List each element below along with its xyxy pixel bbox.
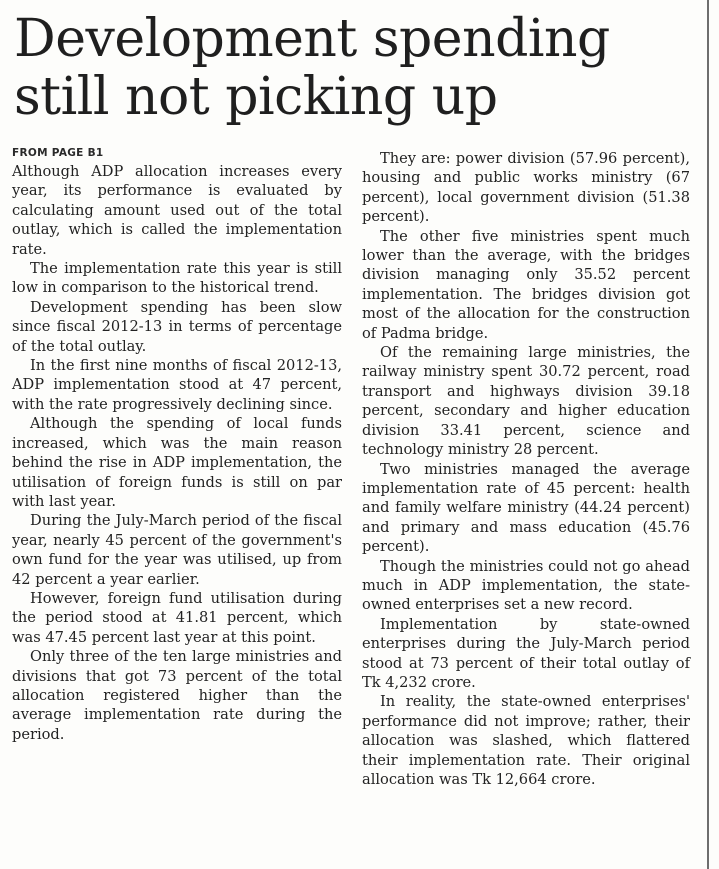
paragraph: In the first nine months of fiscal 2012-13, ADP implementation stood at 47 percent, with the rate progressively declining since.: [12, 357, 342, 413]
headline-line-2: still not picking up: [14, 67, 498, 127]
paragraph: The implementation rate this year is still low in comparison to the historical trend.: [12, 260, 342, 297]
from-page-kicker: FROM PAGE B1: [12, 147, 104, 159]
paragraph: The other five ministries spent much lower than the average, with the bridges division managing only 35.52 percent implementation. The bridges division got most of the allocation for the construction of Padma bridge.: [362, 227, 690, 342]
paragraph: Implementation by state-owned enterprises during the July-March period stood at 73 percent of their total outlay of Tk 4,232 crore.: [362, 615, 690, 691]
column-rule: [707, 0, 709, 869]
article-column-1: [12, 144, 342, 744]
headline: [14, 10, 704, 126]
paragraph: During the July-March period of the fiscal year, nearly 45 percent of the government's own fund for the year was utilised, up from 42 percent a year earlier.: [12, 512, 342, 588]
paragraph: Of the remaining large ministries, the railway ministry spent 30.72 percent, road transport and highways division 39.18 percent, secondary and higher education division 33.41 percent, science and technology ministry 28 percent.: [362, 344, 690, 459]
paragraph: Only three of the ten large ministries and divisions that got 73 percent of the total allocation registered higher than the average implementation rate during the period.: [12, 648, 342, 743]
paragraph: Although ADP allocation increases every year, its performance is evaluated by calculating amount used out of the total outlay, which is called the implementation rate.: [12, 163, 342, 258]
paragraph: Two ministries managed the average implementation rate of 45 percent: health and family welfare ministry (44.24 percent) and primary and mass education (45.76 percent).: [362, 460, 690, 556]
paragraph: They are: power division (57.96 percent), housing and public works ministry (67 percent), local government division (51.38 percent).: [362, 150, 690, 226]
headline-line-1: Development spending: [14, 9, 610, 69]
paragraph: Though the ministries could not go ahead much in ADP implementation, the state-owned enterprises set a new record.: [362, 557, 690, 614]
paragraph: In reality, the state-owned enterprises' performance did not improve; rather, their allocation was slashed, which flattered their implementation rate. Their original allocation was Tk 12,664 crore.: [362, 693, 690, 788]
article-column-2: [362, 149, 690, 789]
paragraph: However, foreign fund utilisation during the period stood at 41.81 percent, which was 47.45 percent last year at this point.: [12, 589, 342, 646]
paragraph: Although the spending of local funds increased, which was the main reason behind the rise in ADP implementation, the utilisation of foreign funds is still on par with last year.: [12, 415, 342, 510]
paragraph: Development spending has been slow since fiscal 2012-13 in terms of percentage of the total outlay.: [12, 298, 342, 355]
